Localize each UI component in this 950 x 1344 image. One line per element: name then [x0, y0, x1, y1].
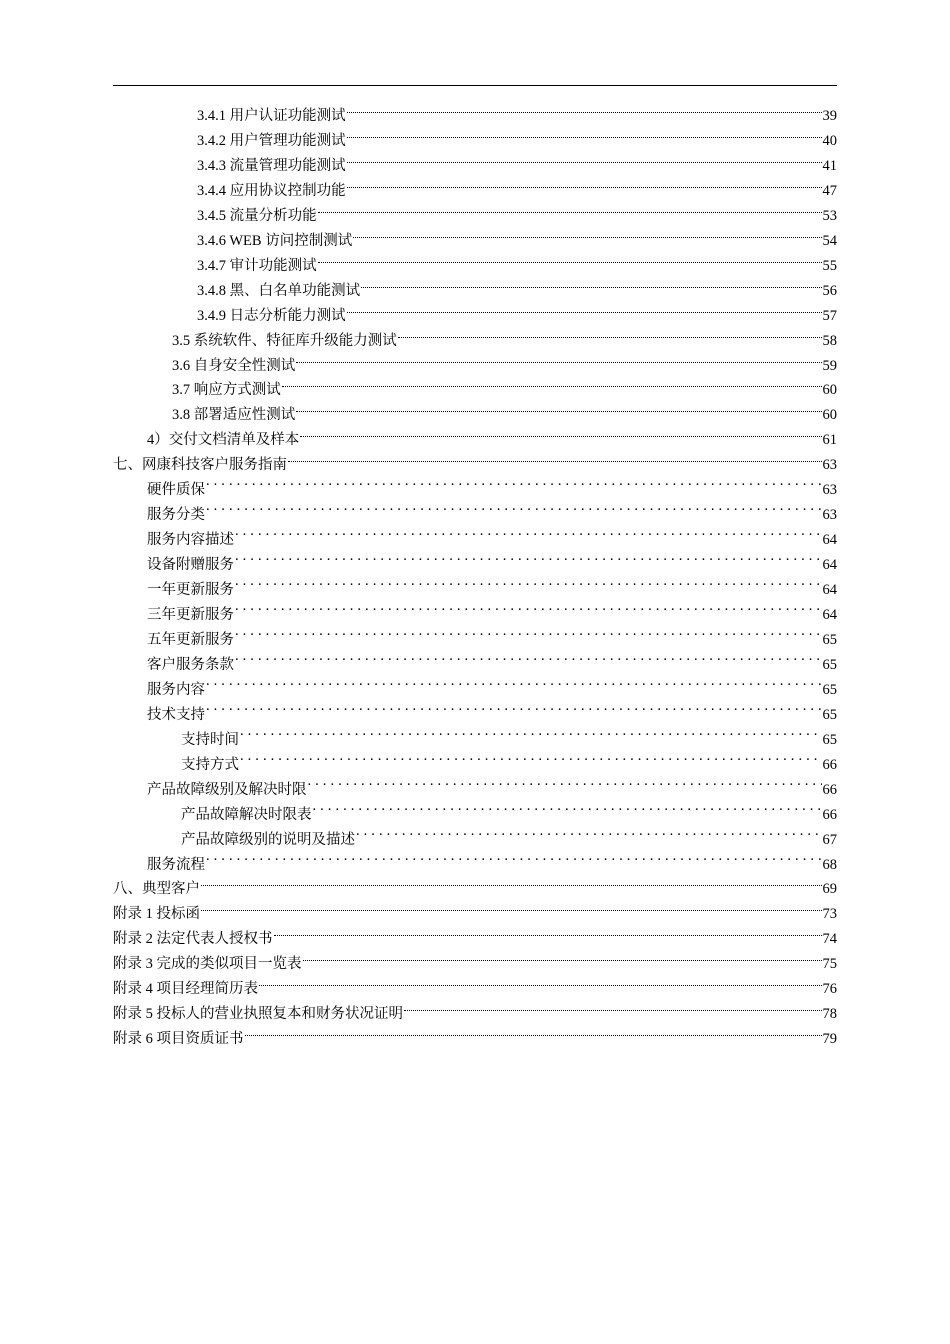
- toc-entry[interactable]: [147, 544, 837, 574]
- toc-page-number: 54: [822, 232, 837, 249]
- toc-entry[interactable]: [147, 669, 837, 698]
- toc-leader-dots: [347, 120, 822, 145]
- toc-entry-title: 4）交付文档清单及样本: [147, 432, 300, 449]
- toc-leader-dots: [235, 619, 822, 644]
- toc-entry-title: 技术支持: [147, 706, 205, 723]
- toc-leader-dots: [206, 694, 822, 719]
- toc-leader-dots: [353, 220, 821, 245]
- toc-leader-dots: [206, 844, 822, 869]
- toc-entry[interactable]: [197, 270, 837, 299]
- toc-leader-dots: [347, 95, 822, 120]
- toc-entry-title: 设备附赠服务: [147, 557, 234, 574]
- toc-leader-dots: [235, 594, 822, 619]
- toc-leader-dots: [347, 145, 822, 170]
- toc-entry[interactable]: [147, 619, 837, 648]
- toc-leader-dots: [235, 644, 822, 669]
- toc-page-number: 66: [822, 781, 837, 798]
- toc-entry-title: 服务内容: [147, 681, 205, 698]
- toc-page-number: 76: [822, 981, 837, 998]
- toc-entry[interactable]: [147, 594, 837, 623]
- toc-entry[interactable]: [197, 120, 837, 149]
- toc-page-number: 47: [822, 182, 837, 199]
- toc-page-number: 60: [822, 382, 837, 399]
- toc-entry[interactable]: [147, 469, 837, 499]
- toc-entry[interactable]: [147, 519, 837, 549]
- toc-entry-title: 产品故障级别及解决时限: [147, 781, 307, 798]
- toc-leader-dots: [318, 245, 822, 270]
- toc-entry[interactable]: [113, 968, 837, 998]
- toc-entry-title: 附录 2 法定代表人授权书: [113, 931, 273, 948]
- toc-page-number: 61: [822, 432, 837, 449]
- toc-entry[interactable]: [181, 719, 837, 748]
- toc-leader-dots: [398, 320, 822, 345]
- toc-entry-title: 硬件质保: [147, 482, 205, 499]
- toc-leader-dots: [347, 170, 822, 195]
- toc-leader-dots: [318, 195, 822, 220]
- toc-page-number: 64: [822, 532, 837, 549]
- toc-page-number: 66: [822, 756, 837, 773]
- toc-leader-dots: [288, 444, 822, 469]
- toc-leader-dots: [296, 345, 821, 370]
- toc-page-number: 74: [822, 931, 837, 948]
- toc-entry[interactable]: [197, 145, 837, 174]
- toc-page-number: 64: [822, 557, 837, 574]
- toc-entry-title: 3.4.2 用户管理功能测试: [197, 132, 346, 149]
- toc-entry[interactable]: [113, 993, 837, 1023]
- toc-entry[interactable]: [147, 494, 837, 524]
- toc-entry-title: 七、网康科技客户服务指南: [113, 457, 287, 474]
- toc-leader-dots: [282, 369, 822, 394]
- toc-entry[interactable]: [197, 245, 837, 274]
- toc-entry-title: 3.8 部署适应性测试: [172, 407, 296, 424]
- toc-leader-dots: [308, 769, 822, 794]
- toc-entry-title: 服务内容描述: [147, 532, 234, 549]
- toc-entry-title: 三年更新服务: [147, 607, 234, 623]
- toc-leader-dots: [274, 918, 822, 943]
- toc-entry-title: 3.4.5 流量分析功能: [197, 207, 317, 224]
- toc-page-number: 73: [822, 906, 837, 923]
- toc-page-number: 78: [822, 1006, 837, 1023]
- toc-entry-title: 3.4.9 日志分析能力测试: [197, 307, 346, 324]
- toc-entry[interactable]: [113, 1018, 837, 1048]
- toc-entry[interactable]: [113, 918, 837, 948]
- toc-page-number: 57: [822, 307, 837, 324]
- toc-entry[interactable]: [147, 419, 837, 449]
- toc-entry[interactable]: [147, 694, 837, 723]
- toc-page-number: 63: [822, 457, 837, 474]
- toc-leader-dots: [206, 669, 822, 694]
- toc-entry-title: 服务流程: [147, 856, 205, 873]
- toc-entry-title: 八、典型客户: [113, 881, 200, 898]
- toc-entry[interactable]: [197, 95, 837, 124]
- toc-leader-dots: [235, 569, 822, 594]
- toc-entry-title: 一年更新服务: [147, 582, 234, 599]
- toc-entry[interactable]: [172, 320, 837, 349]
- toc-page-number: 64: [822, 582, 837, 599]
- toc-leader-dots: [259, 968, 822, 993]
- toc-page-number: 56: [822, 282, 837, 299]
- toc-entry[interactable]: [197, 295, 837, 324]
- toc-entry-title: 客户服务条款: [147, 656, 234, 673]
- toc-leader-dots: [201, 868, 822, 893]
- toc-entry-title: 支持时间: [181, 731, 239, 748]
- toc-entry[interactable]: [147, 769, 837, 798]
- toc-entry[interactable]: [147, 569, 837, 599]
- toc-entry[interactable]: [181, 794, 837, 823]
- toc-leader-dots: [240, 744, 822, 769]
- toc-page-number: 79: [822, 1031, 837, 1048]
- toc-entry-title: 3.4.8 黑、白名单功能测试: [197, 282, 361, 299]
- toc-page-number: 65: [822, 731, 837, 748]
- toc-entry-title: 附录 1 投标函: [113, 906, 200, 923]
- toc-page-number: 55: [822, 257, 837, 274]
- toc-leader-dots: [245, 1018, 822, 1043]
- toc-leader-dots: [235, 519, 822, 544]
- toc-entry-title: 3.7 响应方式测试: [172, 382, 281, 399]
- toc-page-number: 65: [822, 706, 837, 723]
- toc-page-number: 53: [822, 207, 837, 224]
- toc-entry-title: 五年更新服务: [147, 631, 234, 648]
- toc-page-number: 65: [822, 656, 837, 673]
- toc-page-number: 64: [822, 607, 837, 623]
- toc-entry-title: 3.4.7 审计功能测试: [197, 257, 317, 274]
- toc-entry[interactable]: [181, 744, 837, 773]
- toc-leader-dots: [206, 469, 822, 494]
- toc-page-number: 63: [822, 482, 837, 499]
- toc-entry-title: 附录 5 投标人的营业执照复本和财务状况证明: [113, 1006, 403, 1023]
- toc-leader-dots: [206, 494, 822, 519]
- toc-entry-title: 产品故障级别的说明及描述: [181, 831, 355, 848]
- toc-entry-title: 产品故障解决时限表: [181, 806, 312, 823]
- toc-page-number: 60: [822, 407, 837, 424]
- toc-page-number: 66: [822, 806, 837, 823]
- toc-leader-dots: [303, 943, 822, 968]
- toc-page-number: 69: [822, 881, 837, 898]
- toc-leader-dots: [296, 394, 821, 419]
- toc-page-number: 39: [822, 108, 837, 124]
- toc-entry-title: 3.4.1 用户认证功能测试: [197, 108, 346, 124]
- toc-entry-title: 附录 3 完成的类似项目一览表: [113, 956, 302, 973]
- toc-page-number: 41: [822, 157, 837, 174]
- toc-entry-title: 3.4.6 WEB 访问控制测试: [197, 232, 353, 249]
- toc-page-number: 59: [822, 357, 837, 374]
- toc-entry[interactable]: [172, 345, 837, 374]
- toc-leader-dots: [361, 270, 821, 295]
- toc-page-number: 68: [822, 856, 837, 873]
- toc-entry[interactable]: [113, 893, 837, 923]
- toc-entry-title: 附录 4 项目经理简历表: [113, 981, 258, 998]
- toc-entry[interactable]: [113, 943, 837, 973]
- toc-leader-dots: [356, 819, 822, 844]
- toc-leader-dots: [313, 794, 822, 819]
- header-rule: [113, 85, 837, 86]
- toc-leader-dots: [240, 719, 822, 744]
- toc-leader-dots: [235, 544, 822, 569]
- toc-leader-dots: [404, 993, 822, 1018]
- toc-entry[interactable]: [147, 644, 837, 673]
- toc-page-number: 63: [822, 507, 837, 524]
- toc-entry-title: 3.4.4 应用协议控制功能: [197, 182, 346, 199]
- toc-page-number: 65: [822, 681, 837, 698]
- toc-leader-dots: [347, 295, 822, 320]
- toc-entry-title: 3.5 系统软件、特征库升级能力测试: [172, 332, 397, 349]
- toc-entry[interactable]: [197, 195, 837, 224]
- toc-entry[interactable]: [197, 220, 837, 249]
- toc-page-number: 58: [822, 332, 837, 349]
- toc-page-number: 75: [822, 956, 837, 973]
- toc-entry[interactable]: [172, 369, 837, 399]
- toc-entry[interactable]: [197, 170, 837, 199]
- toc-leader-dots: [201, 893, 822, 918]
- toc-entry-title: 3.6 自身安全性测试: [172, 357, 296, 374]
- toc-entry-title: 3.4.3 流量管理功能测试: [197, 157, 346, 174]
- toc-entry-title: 支持方式: [181, 756, 239, 773]
- toc-leader-dots: [300, 419, 821, 444]
- toc-entry[interactable]: [113, 868, 837, 898]
- toc-page-number: 65: [822, 631, 837, 648]
- toc-entry[interactable]: [147, 844, 837, 873]
- toc-page-number: 67: [822, 831, 837, 848]
- toc-entry-title: 附录 6 项目资质证书: [113, 1031, 244, 1048]
- toc-entry[interactable]: [113, 444, 837, 474]
- toc-entry[interactable]: [172, 394, 837, 424]
- toc-entry[interactable]: [181, 819, 837, 848]
- toc-entry-title: 服务分类: [147, 507, 205, 524]
- toc-page-number: 40: [822, 132, 837, 149]
